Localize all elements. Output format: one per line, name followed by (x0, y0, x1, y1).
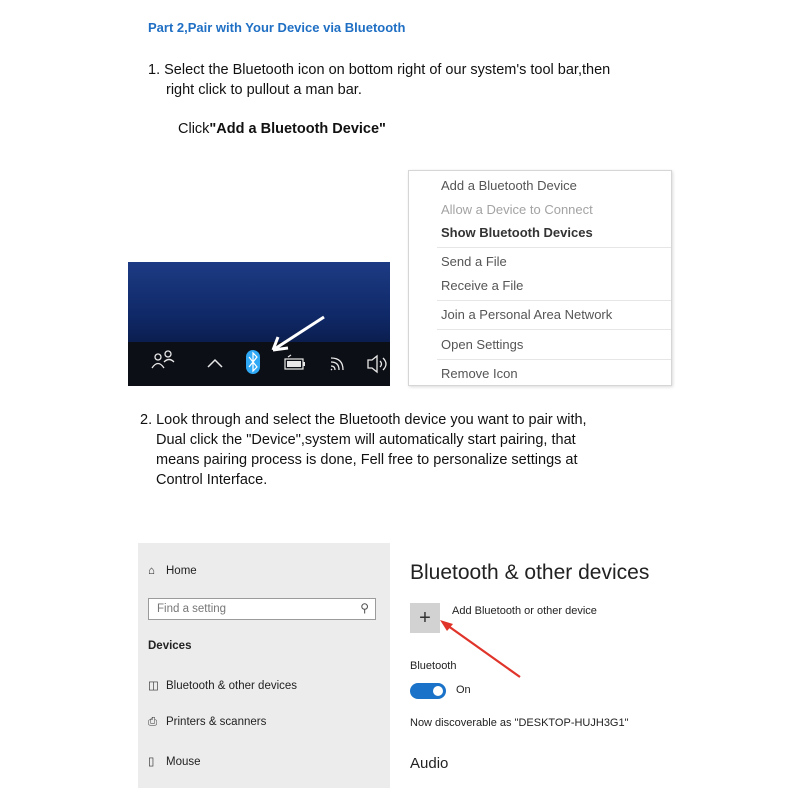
step-2-line-1: 2. Look through and select the Bluetooth device you want to pair with, (140, 412, 587, 428)
printer-icon: ⎙ (148, 716, 158, 728)
menu-separator (437, 300, 671, 301)
sidebar-item-mouse[interactable] (148, 754, 201, 768)
add-device-label[interactable]: Add Bluetooth or other device (452, 605, 597, 617)
audio-heading: Audio (410, 755, 449, 772)
bluetooth-context-menu (408, 170, 672, 386)
settings-sidebar (138, 543, 390, 788)
sidebar-item-bluetooth[interactable] (148, 678, 297, 692)
section-heading: Part 2,Pair with Your Device via Bluetooth (148, 20, 406, 35)
bluetooth-devices-icon: ◫ (148, 680, 159, 692)
toggle-knob (433, 686, 443, 696)
wifi-icon[interactable] (331, 358, 343, 370)
bluetooth-label: Bluetooth (410, 660, 457, 672)
sidebar-item-label: Printers & scanners (166, 716, 267, 728)
step-1-text (148, 60, 688, 100)
menu-item-show-bluetooth-devices[interactable]: Show Bluetooth Devices (441, 225, 593, 240)
menu-item-open-settings[interactable]: Open Settings (441, 337, 524, 352)
menu-item-receive-file[interactable]: Receive a File (441, 278, 524, 293)
home-icon: ⌂ (148, 565, 155, 577)
step-2-text (140, 410, 680, 490)
sidebar-item-label: Mouse (166, 756, 201, 768)
step-2-line-2: Dual click the "Device",system will automatically start pairing, that (156, 432, 576, 448)
click-emphasis: "Add a Bluetooth Device" (209, 121, 386, 137)
step-2-line-3: means pairing process is done, Fell free to personalize settings at (156, 452, 578, 468)
menu-separator (437, 329, 671, 330)
pointer-arrow (273, 317, 324, 350)
search-icon[interactable]: ⚲ (360, 601, 369, 615)
menu-item-add-bluetooth-device[interactable]: Add a Bluetooth Device (441, 178, 577, 193)
toggle-state: On (456, 684, 471, 696)
search-placeholder: Find a setting (157, 603, 227, 615)
sidebar-section-devices: Devices (148, 640, 192, 652)
sidebar-item-home[interactable] (148, 565, 197, 577)
chevron-up-icon[interactable] (208, 360, 222, 367)
find-setting-input[interactable] (148, 598, 376, 620)
menu-item-allow-device-connect[interactable]: Allow a Device to Connect (441, 202, 593, 217)
sidebar-item-printers[interactable] (148, 716, 266, 729)
add-device-button[interactable] (410, 603, 440, 633)
discoverable-text: Now discoverable as "DESKTOP-HUJH3G1" (410, 717, 629, 729)
menu-separator (437, 247, 671, 248)
taskbar-icons (128, 262, 390, 386)
click-instruction (178, 121, 386, 137)
people-icon[interactable] (152, 351, 174, 368)
menu-separator (437, 359, 671, 360)
step-1-line-1: 1. Select the Bluetooth icon on bottom right of our system's tool bar,then (148, 62, 611, 78)
settings-main (400, 543, 680, 788)
taskbar-screenshot (128, 262, 390, 386)
click-prefix: Click (178, 121, 210, 137)
sidebar-item-label: Bluetooth & other devices (166, 680, 298, 692)
page-title: Bluetooth & other devices (410, 561, 650, 584)
menu-item-send-file[interactable]: Send a File (441, 254, 507, 269)
sidebar-home-label: Home (166, 565, 197, 577)
battery-icon[interactable] (285, 355, 305, 369)
menu-item-remove-icon[interactable]: Remove Icon (441, 366, 518, 381)
plus-icon: + (419, 607, 431, 629)
mouse-icon: ▯ (148, 756, 155, 768)
volume-icon[interactable] (368, 356, 386, 372)
step-1-line-2: right click to pullout a man bar. (166, 82, 362, 98)
bluetooth-toggle[interactable] (410, 683, 446, 699)
menu-item-join-pan[interactable]: Join a Personal Area Network (441, 307, 613, 322)
step-2-line-4: Control Interface. (156, 472, 268, 488)
bluetooth-icon[interactable] (246, 350, 260, 374)
